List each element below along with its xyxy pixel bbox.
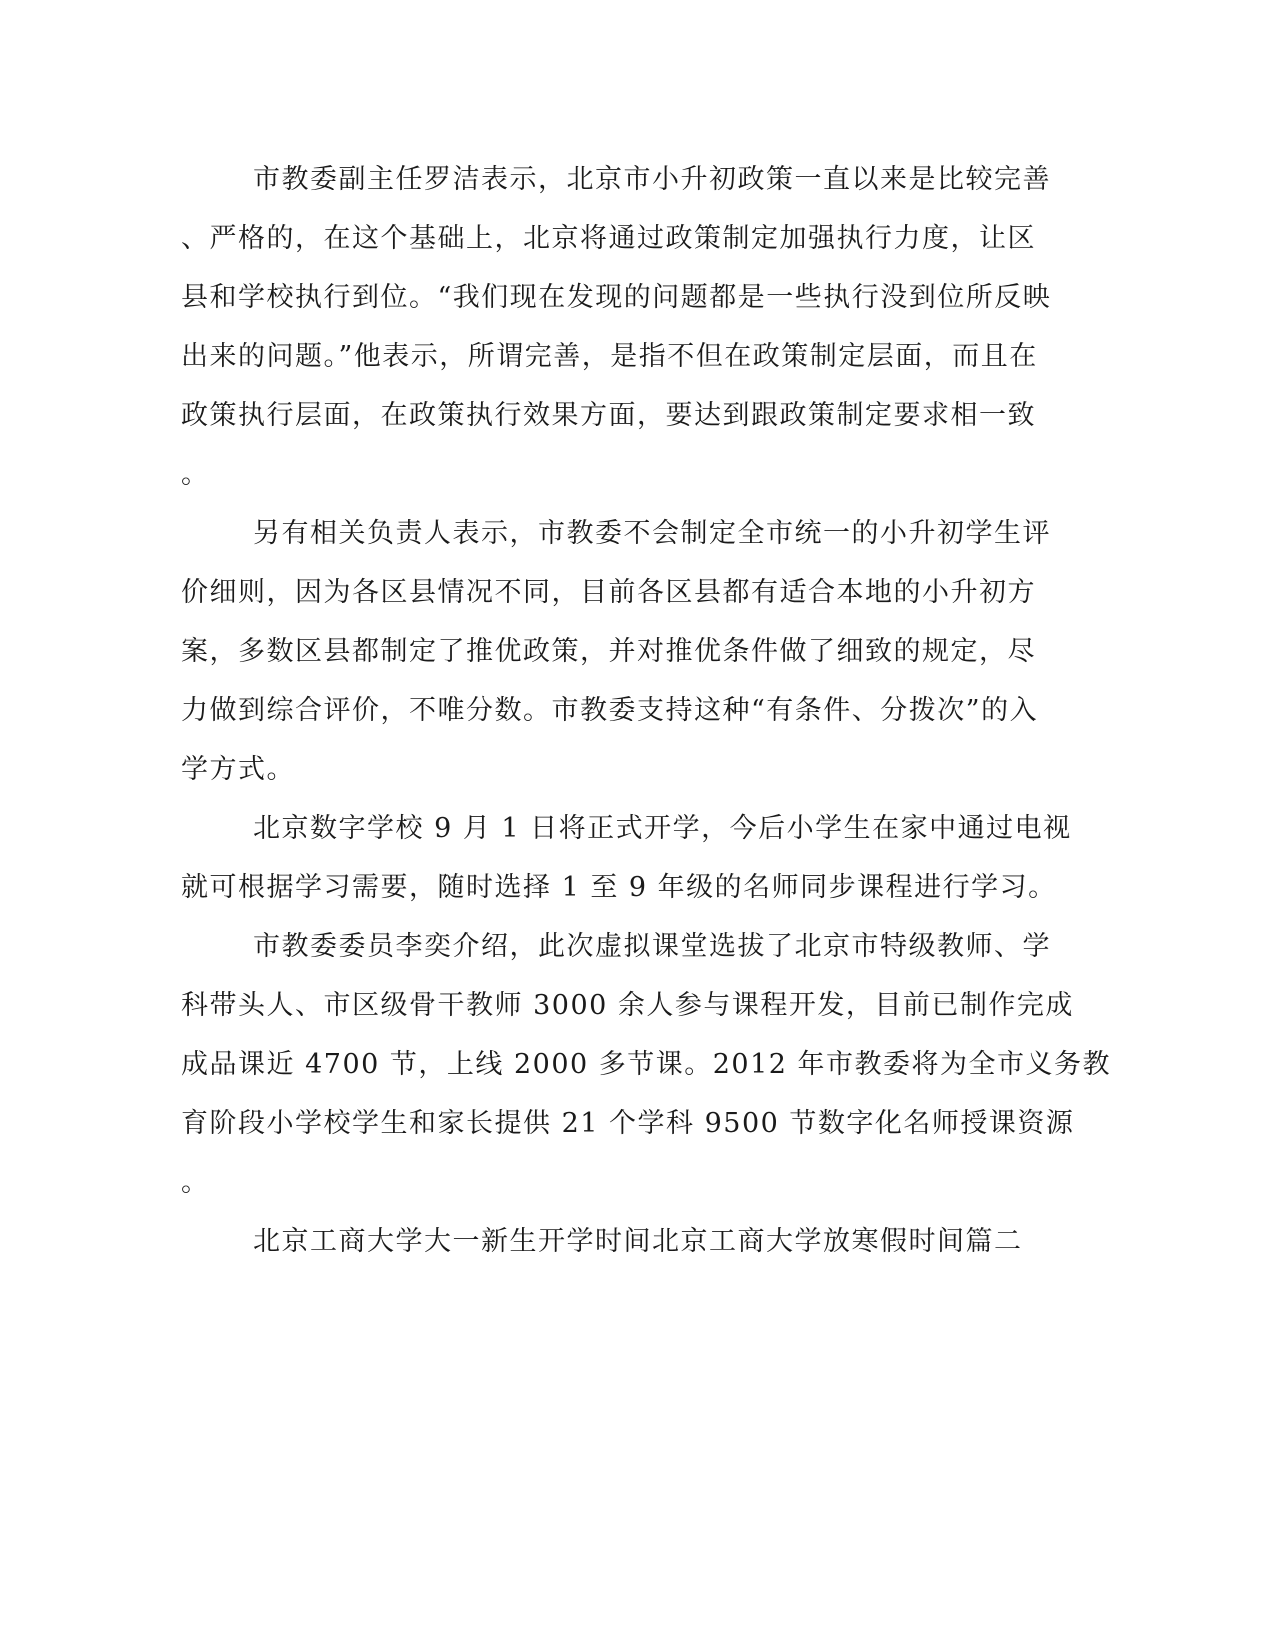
text-line: 。 bbox=[181, 459, 210, 490]
text-line: 市教委委员李奕介绍，此次虚拟课堂选拔了北京市特级教师、学 bbox=[253, 931, 1051, 962]
text-line: 县和学校执行到位。“我们现在发现的问题都是一些执行没到位所反映 bbox=[181, 282, 1052, 313]
document-body bbox=[181, 150, 1112, 1271]
paragraph-policy bbox=[181, 150, 1052, 504]
text-line: 另有相关负责人表示，市教委不会制定全市统一的小升初学生评 bbox=[253, 518, 1051, 549]
text-line: 政策执行层面，在政策执行效果方面，要达到跟政策制定要求相一致 bbox=[181, 400, 1036, 431]
text-line: 价细则，因为各区县情况不同，目前各区县都有适合本地的小升初方 bbox=[181, 577, 1036, 608]
paragraph-digital-school bbox=[181, 799, 1072, 917]
text-line: 学方式。 bbox=[181, 754, 295, 785]
paragraph-section-heading bbox=[181, 1212, 1031, 1271]
text-line: 市教委副主任罗洁表示，北京市小升初政策一直以来是比较完善 bbox=[253, 164, 1051, 195]
text-line: 出来的问题。”他表示，所谓完善，是指不但在政策制定层面，而且在 bbox=[181, 341, 1038, 372]
text-line: 、严格的，在这个基础上，北京将通过政策制定加强执行力度，让区 bbox=[181, 223, 1036, 254]
text-line: 北京数字学校 9 月 1 日将正式开学，今后小学生在家中通过电视 bbox=[253, 813, 1072, 844]
text-line: 成品课近 4700 节，上线 2000 多节课。2012 年市教委将为全市义务教 bbox=[181, 1049, 1112, 1080]
paragraph-evaluation bbox=[181, 504, 1051, 799]
text-line: 就可根据学习需要，随时选择 1 至 9 年级的名师同步课程进行学习。 bbox=[181, 872, 1057, 903]
text-line: 。 bbox=[181, 1167, 210, 1198]
text-line: 北京工商大学大一新生开学时间北京工商大学放寒假时间篇二 bbox=[253, 1226, 1023, 1257]
text-line: 案，多数区县都制定了推优政策，并对推优条件做了细致的规定，尽 bbox=[181, 636, 1036, 667]
text-line: 力做到综合评价，不唯分数。市教委支持这种“有条件、分拨次”的入 bbox=[181, 695, 1039, 726]
text-line: 育阶段小学校学生和家长提供 21 个学科 9500 节数字化名师授课资源 bbox=[181, 1108, 1075, 1139]
text-line: 科带头人、市区级骨干教师 3000 余人参与课程开发，目前已制作完成 bbox=[181, 990, 1074, 1021]
paragraph-virtual-classroom bbox=[181, 917, 1112, 1212]
